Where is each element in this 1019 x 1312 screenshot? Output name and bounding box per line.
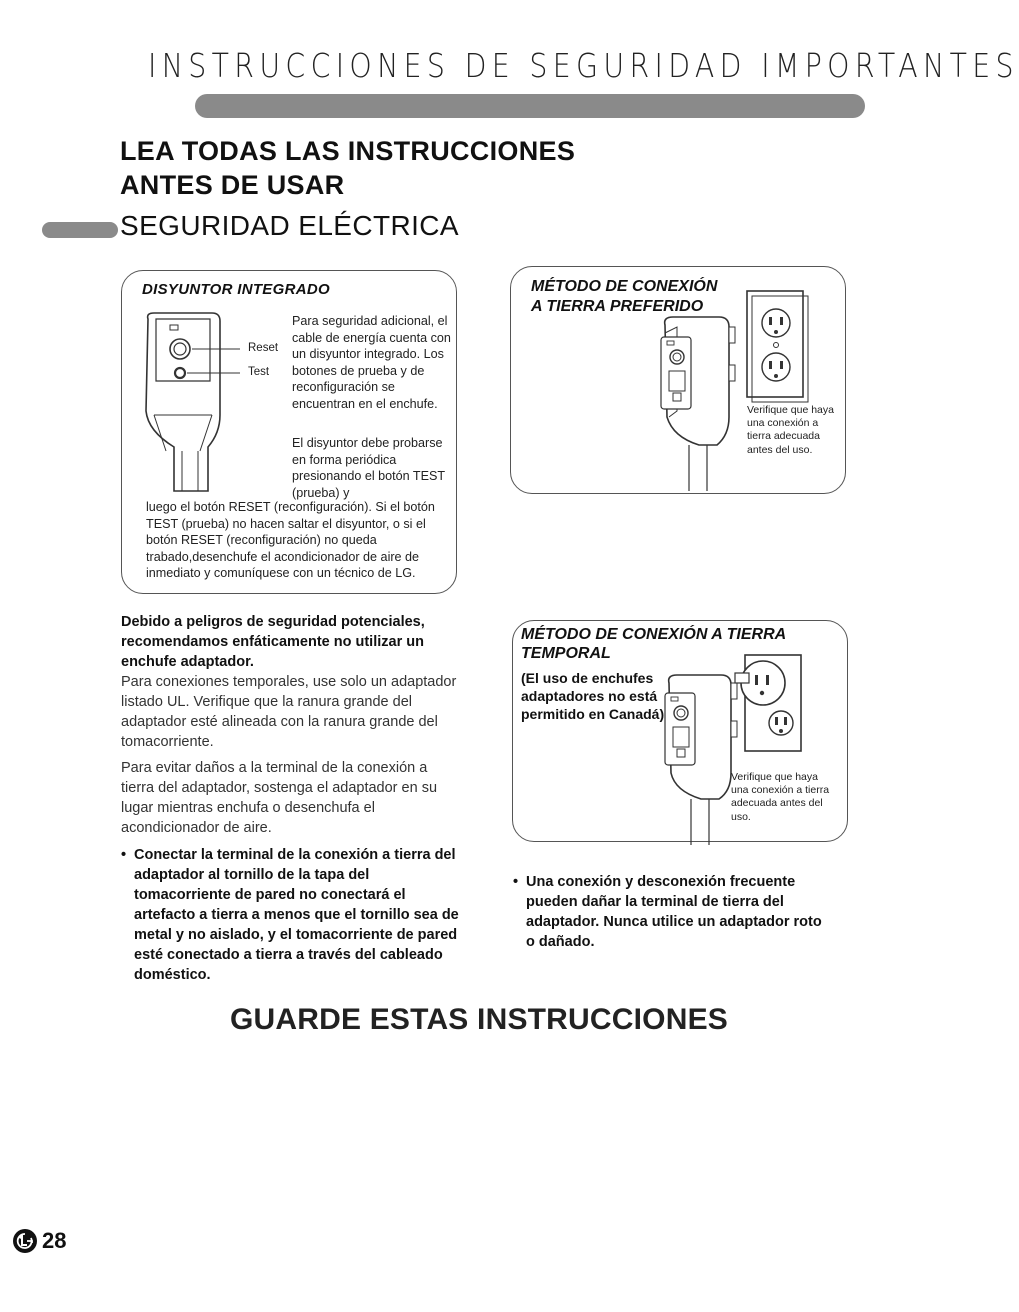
section-heading: SEGURIDAD ELÉCTRICA (120, 210, 459, 241)
footer-title: GUARDE ESTAS INSTRUCCIONES (229, 1003, 729, 1036)
main-heading (120, 134, 575, 202)
breaker-box (121, 270, 457, 594)
breaker-para-3: luego el botón RESET (reconfiguración). Si el botón TEST (prueba) no hacen saltar el disyuntor, o si el botón RESET (reconfiguración) no queda trabado,desenchufe el acondicionador de aire de inmediato y comuníquese con un técnico de LG. (146, 500, 435, 580)
bullet-left (121, 845, 459, 985)
temporary-box-title-line1: MÉTODO DE CONEXIÓN A TIERRA (521, 626, 787, 643)
lg-logo-icon (12, 1228, 38, 1254)
main-heading-line1: LEA TODAS LAS INSTRUCCIONES (120, 136, 576, 166)
page-header-title: INSTRUCCIONES DE SEGURIDAD IMPORTANTES (148, 46, 1019, 85)
temporary-grounding-box (512, 620, 848, 842)
adapter-outlet-icon (733, 651, 803, 755)
preferred-grounding-box (510, 266, 846, 494)
preferred-box-note: Verifique que haya una conexión a tierra adecuada antes del uso. (747, 404, 834, 456)
bullet-left-text: Conectar la terminal de la conexión a tierra del adaptador al tornillo de la tapa del tomacorriente de pared no conectará el artefacto a tierra a menos que el tornillo sea de metal y no aislado, y el tomacorriente de pared esté conectado a tierra a través del cableado doméstico. (134, 847, 459, 983)
preferred-box-title-line1: MÉTODO DE CONEXIÓN (531, 278, 718, 295)
adapter-warning-text-2: Para evitar daños a la terminal de la conexión a tierra del adaptador, sostenga el adaptador en su lugar mientras enchufa o desenchufa el acondicionador de aire. (121, 760, 438, 836)
breaker-para-2: El disyuntor debe probarse en forma periódica presionando el botón TEST (prueba) y (292, 436, 445, 500)
temporary-box-note: Verifique que haya una conexión a tierra adecuada antes del uso. (731, 771, 830, 823)
main-heading-line2: ANTES DE USAR (120, 170, 345, 200)
adapter-warning-bold: Debido a peligros de seguridad potenciales, recomendamos enfáticamente no utilizar un enchufe adaptador. (121, 614, 425, 670)
adapter-warning-text: Para conexiones temporales, use solo un adaptador listado UL. Verifique que la ranura grande del adaptador esté alineada con la ranura grande del tomacorriente. (121, 674, 457, 750)
page-number: 28 (42, 1228, 67, 1253)
bullet-right (513, 872, 831, 952)
test-label: Test (248, 366, 270, 378)
section-pill (42, 222, 118, 238)
preferred-box-title-line2: A TIERRA PREFERIDO (531, 298, 704, 315)
temporary-box-title-line2: TEMPORAL (521, 645, 611, 662)
header-bar (195, 94, 865, 118)
reset-label: Reset (248, 342, 279, 354)
bullet-dot: • (513, 874, 519, 890)
preferred-plug-illustration (651, 313, 751, 493)
breaker-box-title: DISYUNTOR INTEGRADO (142, 281, 330, 298)
wall-outlet-icon (745, 289, 809, 401)
breaker-para-1: Para seguridad adicional, el cable de energía cuenta con un disyuntor integrado. Los botones de prueba y de reconfiguración se encuentran en el enchufe. (292, 314, 451, 411)
preferred-box-title (531, 277, 717, 317)
bullet-right-text: Una conexión y desconexión frecuente pueden dañar la terminal de tierra del adaptador. Nunca utilice un adaptador roto o dañado. (526, 874, 822, 950)
temporary-box-subtitle: (El uso de enchufes adaptadores no está permitido en Canadá) (521, 670, 665, 722)
breaker-plug-illustration (136, 311, 279, 501)
bullet-dot: • (121, 847, 127, 863)
